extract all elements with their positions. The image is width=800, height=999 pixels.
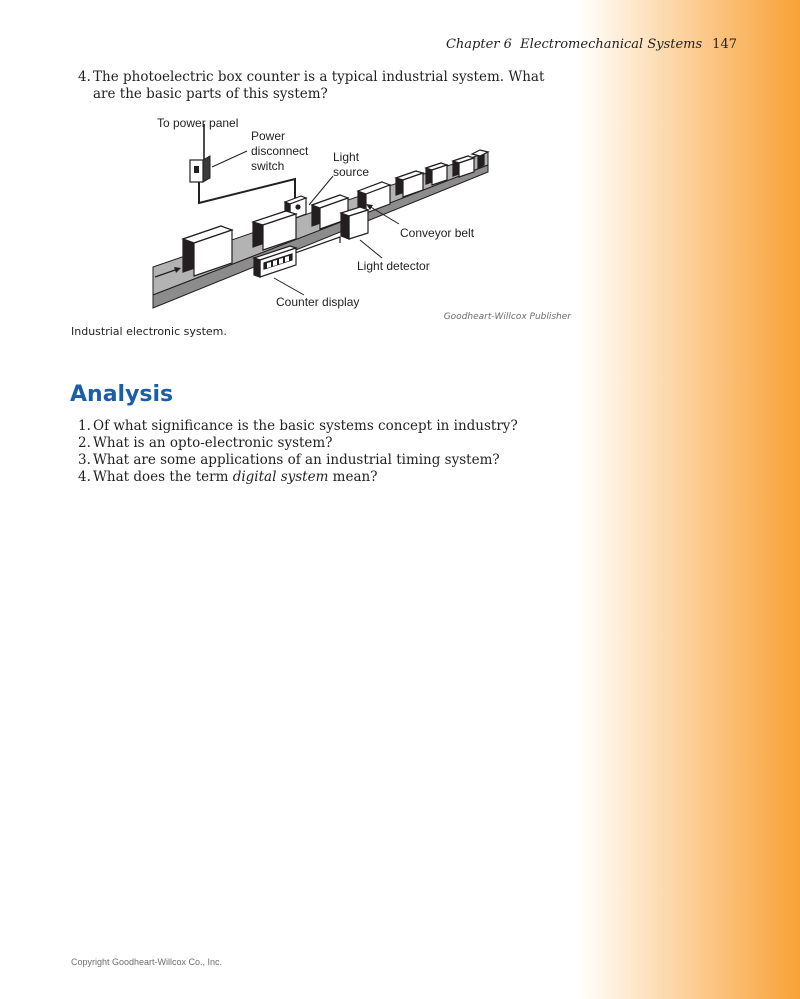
list-item <box>78 418 518 435</box>
item-text-after: mean? <box>328 469 378 485</box>
item-number: 4. <box>78 469 91 485</box>
label-light-source-line-1: Light <box>333 150 360 164</box>
label-counter-display: Counter display <box>276 295 360 309</box>
orange-side-band <box>578 0 800 999</box>
item-text: Of what significance is the basic systems concept in industry? <box>93 418 518 434</box>
question-4 <box>78 69 558 103</box>
question-number: 4. <box>78 69 91 85</box>
counter-display-leader <box>274 278 304 295</box>
label-power-line-3: switch <box>251 159 285 173</box>
light-detector <box>341 207 368 239</box>
item-text: What are some applications of an industrial timing system? <box>93 452 500 468</box>
analysis-list <box>78 418 518 486</box>
label-light-detector: Light detector <box>357 259 430 273</box>
item-number: 1. <box>78 418 91 434</box>
list-item <box>78 469 518 486</box>
label-light-source-line-2: source <box>333 165 370 179</box>
page-number: 147 <box>712 37 737 52</box>
power-feed-wire <box>199 179 295 203</box>
label-power-line-2: disconnect <box>251 144 309 158</box>
item-term-digital-system: digital system <box>232 469 329 485</box>
conveyor-figure <box>150 115 495 311</box>
figure-credit: Goodheart-Willcox Publisher <box>443 312 571 322</box>
question-text: The photoelectric box counter is a typical industrial system. What are the basic parts of this system? <box>93 69 545 102</box>
light-detector-leader <box>360 240 382 258</box>
figure-caption: Industrial electronic system. <box>71 325 227 338</box>
list-item <box>78 452 518 469</box>
copyright-footer: Copyright Goodheart-Willcox Co., Inc. <box>71 957 223 967</box>
power-switch-window <box>194 166 199 173</box>
chapter-title: Electromechanical Systems <box>520 37 703 52</box>
chapter-label: Chapter 6 <box>445 37 512 52</box>
label-power-line-1: Power <box>251 129 286 143</box>
item-text: What is an opto-electronic system? <box>93 435 333 451</box>
item-text-before: What does the term <box>93 469 233 485</box>
item-number: 2. <box>78 435 91 451</box>
list-item <box>78 435 518 452</box>
running-head <box>420 37 737 52</box>
label-to-power-panel: To power panel <box>157 116 239 130</box>
analysis-heading: Analysis <box>70 382 174 407</box>
power-switch-leader <box>212 151 247 167</box>
power-box-side <box>203 156 210 182</box>
label-conveyor-belt: Conveyor belt <box>400 226 475 240</box>
item-number: 3. <box>78 452 91 468</box>
